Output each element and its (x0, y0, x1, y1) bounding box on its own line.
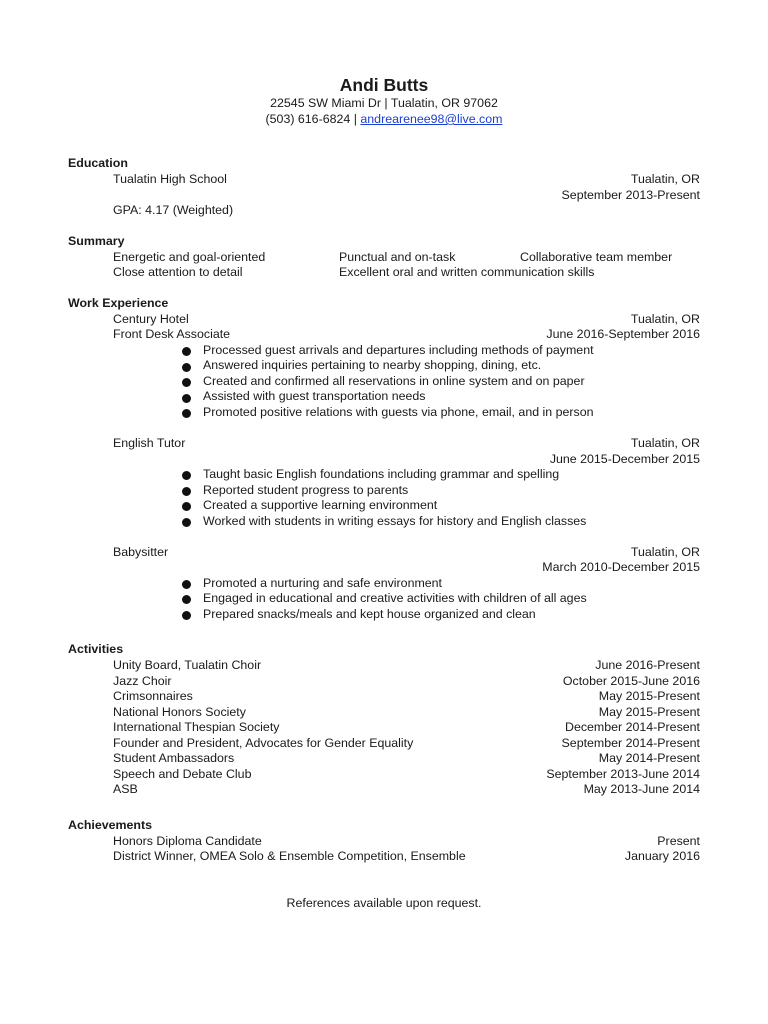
bullet-icon (182, 595, 191, 604)
activities-heading: Activities (68, 642, 124, 656)
summary-item: Energetic and goal-oriented (113, 250, 266, 264)
address-line: 22545 SW Miami Dr | Tualatin, OR 97062 (270, 96, 498, 110)
email-link[interactable]: andrearenee98@live.com (360, 112, 503, 126)
achievement-dates: Present (657, 834, 700, 848)
bullet-icon (182, 378, 191, 387)
activity-dates: September 2014-Present (561, 736, 700, 750)
gpa: GPA: 4.17 (Weighted) (113, 203, 234, 217)
job-bullet: Assisted with guest transportation needs (203, 389, 426, 403)
bullet-icon (182, 502, 191, 511)
bullet-icon (182, 363, 191, 372)
job-location: Tualatin, OR (630, 436, 700, 450)
summary-item: Excellent oral and written communication skills (339, 265, 595, 279)
school-name: Tualatin High School (113, 172, 227, 186)
achievement-name: Honors Diploma Candidate (113, 834, 262, 848)
summary-heading: Summary (68, 234, 125, 248)
activity-name: Founder and President, Advocates for Gender Equality (113, 736, 414, 750)
activity-name: Unity Board, Tualatin Choir (113, 658, 262, 672)
job-dates: June 2016-September 2016 (546, 327, 700, 341)
activity-dates: May 2015-Present (598, 689, 700, 703)
contact-line (0, 112, 768, 127)
job-bullet: Reported student progress to parents (203, 483, 409, 497)
references-note: References available upon request. (286, 896, 482, 910)
activity-name: International Thespian Society (113, 720, 280, 734)
work-heading: Work Experience (68, 296, 169, 310)
activity-name: National Honors Society (113, 705, 246, 719)
job-bullet: Created a supportive learning environment (203, 498, 438, 512)
job-dates: March 2010-December 2015 (542, 560, 700, 574)
activity-name: Speech and Debate Club (113, 767, 252, 781)
activity-dates: December 2014-Present (565, 720, 700, 734)
job-bullet: Processed guest arrivals and departures including methods of payment (203, 343, 594, 357)
activity-dates: September 2013-June 2014 (546, 767, 700, 781)
school-location: Tualatin, OR (630, 172, 700, 186)
activity-name: Crimsonnaires (113, 689, 193, 703)
job-bullet: Promoted a nurturing and safe environment (203, 576, 443, 590)
job-bullet: Taught basic English foundations including grammar and spelling (203, 467, 560, 481)
bullet-icon (182, 611, 191, 620)
education-heading: Education (68, 156, 128, 170)
job-bullet: Engaged in educational and creative activities with children of all ages (203, 591, 587, 605)
job-bullet: Worked with students in writing essays for history and English classes (203, 514, 587, 528)
bullet-icon (182, 394, 191, 403)
achievements-heading: Achievements (68, 818, 153, 832)
job-location: Tualatin, OR (630, 545, 700, 559)
activity-dates: May 2013-June 2014 (583, 782, 700, 796)
activity-dates: October 2015-June 2016 (562, 674, 700, 688)
summary-item: Collaborative team member (520, 250, 673, 264)
bullet-icon (182, 409, 191, 418)
job-title: Front Desk Associate (113, 327, 231, 341)
bullet-icon (182, 580, 191, 589)
bullet-icon (182, 471, 191, 480)
resume-name: Andi Butts (339, 75, 429, 95)
achievement-dates: January 2016 (624, 849, 700, 863)
job-bullet: Answered inquiries pertaining to nearby shopping, dining, etc. (203, 358, 542, 372)
bullet-icon (182, 347, 191, 356)
activity-dates: May 2015-Present (598, 705, 700, 719)
employer: Babysitter (113, 545, 169, 559)
activity-name: Jazz Choir (113, 674, 172, 688)
bullet-icon (182, 518, 191, 527)
job-dates: June 2015-December 2015 (549, 452, 700, 466)
achievement-name: District Winner, OMEA Solo & Ensemble Competition, Ensemble (113, 849, 466, 863)
activity-dates: June 2016-Present (595, 658, 700, 672)
activity-dates: May 2014-Present (598, 751, 700, 765)
job-bullet: Prepared snacks/meals and kept house organized and clean (203, 607, 536, 621)
summary-item: Close attention to detail (113, 265, 243, 279)
employer: English Tutor (113, 436, 186, 450)
job-bullet: Promoted positive relations with guests via phone, email, and in person (203, 405, 594, 419)
summary-item: Punctual and on-task (339, 250, 456, 264)
job-bullet: Created and confirmed all reservations in online system and on paper (203, 374, 585, 388)
bullet-icon (182, 487, 191, 496)
employer: Century Hotel (113, 312, 189, 326)
phone-number: (503) 616-6824 | (265, 112, 357, 126)
activity-name: Student Ambassadors (113, 751, 235, 765)
activity-name: ASB (113, 782, 138, 796)
job-location: Tualatin, OR (630, 312, 700, 326)
school-dates: September 2013-Present (561, 188, 700, 202)
